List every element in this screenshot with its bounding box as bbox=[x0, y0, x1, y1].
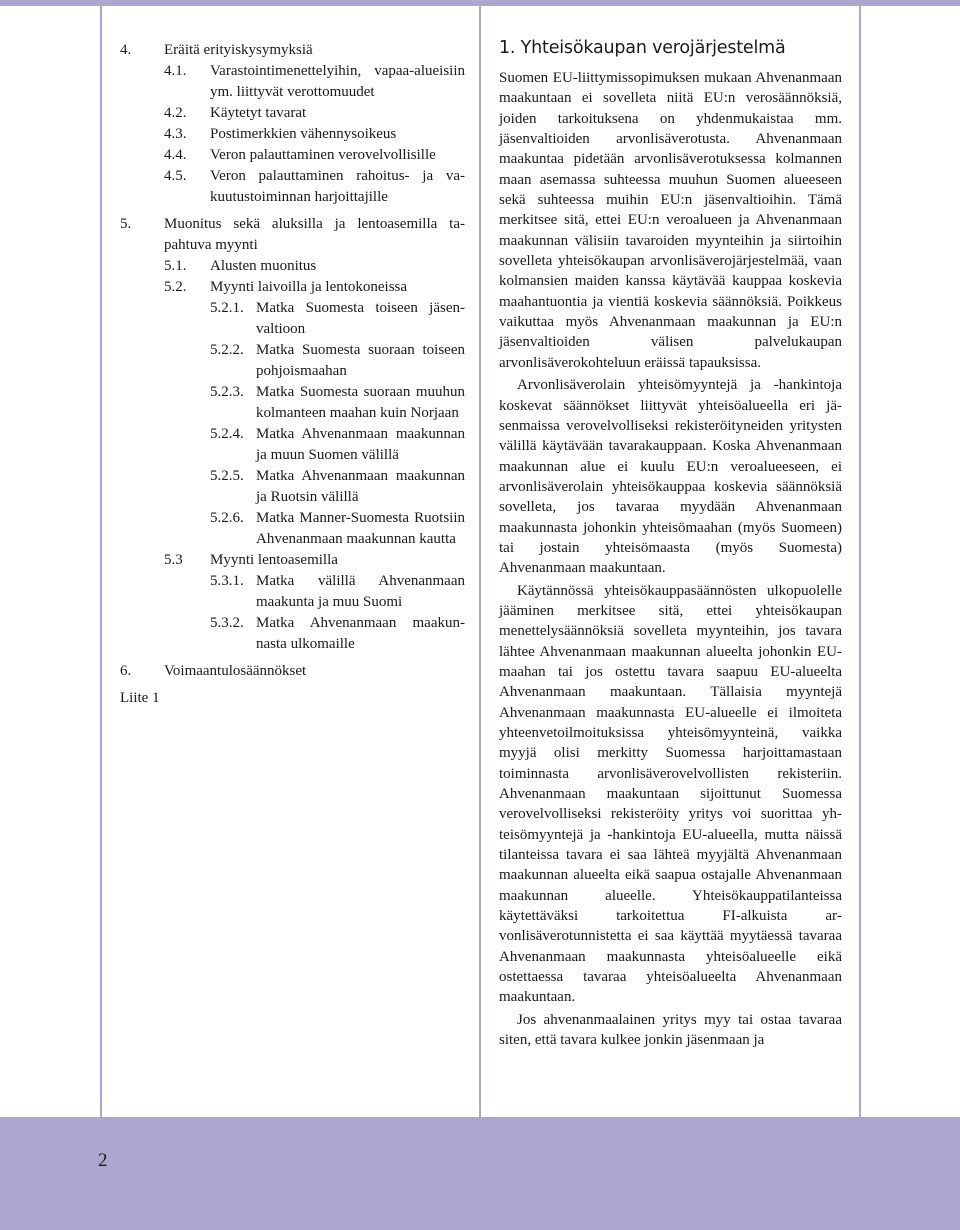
paragraph: Suomen EU-liittymissopimuksen mukaan Ahvenanmaan maakuntaan ei sovelleta niitä EU:n verosäännöksiä, joiden tarkoituksena on yhdenmukaistaa mm. jäsenvaltioiden arvonlisäverotusta. Ahvenanmaan maakuntaa pidetään arvonlisäverotuksessa kolmannen maan asemassa suhteessa muuhun Suomen alueeseen sekä suhteessa muihin EU:n jäsenvaltioihin. Tämä merkitsee sitä, ettei EU:n veroalueen ja Ahvenanmaan maakunnan välisiin tavaroiden myynteihin ja siirtoihin sovelleta yhteisökaupan arvonlisäverojärjestelmää, vaan kolmansien maiden kanssa käytävää kauppaa koskevia maahantuontia ja vientiä koskevia säännöksiä. Poikkeus vaikuttaa myös Ahvenanmaan maakunnan ja EU:n jäsenvaltioiden välisen palvelukaupan arvonlisäverokohteluun eräissä tapauksissa. bbox=[499, 70, 842, 371]
toc-entry-title: Voimaantulosäännökset bbox=[164, 663, 307, 679]
toc-entry-title: Alusten muonitus bbox=[210, 258, 317, 274]
toc-entry-title: Matka Ahvenanmaan maakunnan ja Ruotsin välillä bbox=[256, 468, 465, 505]
toc-entry bbox=[120, 508, 465, 550]
right-column-rule bbox=[859, 0, 861, 1117]
toc-entry bbox=[120, 61, 465, 103]
toc-entry-number: 4.4. bbox=[164, 147, 187, 163]
toc-entry bbox=[120, 124, 465, 145]
section-heading: 1. Yhteisökaupan verojärjestelmä bbox=[499, 38, 786, 58]
toc-entry-title: Matka Suomesta toiseen jäsenvaltioon bbox=[256, 300, 465, 337]
table-of-contents bbox=[120, 40, 465, 709]
paragraph: Jos ahvenanmaalainen yritys myy tai ostaa tavaraa siten, että tavara kulkee jonkin jäsenmaan ja bbox=[499, 1011, 842, 1049]
toc-entry-title: Eräitä erityiskysymyksiä bbox=[164, 42, 313, 58]
toc-entry bbox=[120, 214, 465, 256]
bottom-color-band bbox=[0, 1117, 960, 1230]
toc-entry-number: 4.3. bbox=[164, 126, 187, 142]
toc-entry bbox=[120, 298, 465, 340]
toc-entry-title: Muonitus sekä aluksilla ja lentoasemilla tapahtuva myynti bbox=[164, 216, 465, 253]
toc-entry-title: Postimerkkien vähennysoikeus bbox=[210, 126, 397, 142]
toc-entry-title: Matka Suomesta suoraan muuhun kolmanteen maahan kuin Norjaan bbox=[256, 384, 465, 421]
toc-entry-title: Veron palauttaminen verovelvollisille bbox=[210, 147, 436, 163]
toc-entry-number: 5.2. bbox=[164, 279, 187, 295]
toc-entry-title: Veron palauttaminen rahoitus- ja vakuutustoiminnan harjoittajille bbox=[210, 168, 465, 205]
article bbox=[499, 38, 842, 1051]
toc-entry-number: 4.2. bbox=[164, 105, 187, 121]
toc-entry-title: Myynti laivoilla ja lentokoneissa bbox=[210, 279, 408, 295]
toc-entry-title: Matka välillä Ahvenanmaan maakunta ja muu Suomi bbox=[256, 573, 465, 610]
toc-entry bbox=[120, 145, 465, 166]
toc-entry-number: 6. bbox=[120, 663, 132, 679]
toc-entry bbox=[120, 382, 465, 424]
toc-entry bbox=[120, 277, 465, 298]
toc-entry bbox=[120, 256, 465, 277]
toc-entry-number: 4.5. bbox=[164, 168, 187, 184]
toc-entry-number: 5.2.3. bbox=[210, 384, 244, 400]
toc-entry bbox=[120, 466, 465, 508]
toc-entry-number: 5.2.4. bbox=[210, 426, 244, 442]
toc-entry-title: Liite 1 bbox=[120, 690, 160, 706]
toc-entry-number: 5.2.5. bbox=[210, 468, 244, 484]
toc-entry-number: 4. bbox=[120, 42, 132, 58]
toc-entry-title: Matka Ahvenanmaan maakunnasta ulkomaille bbox=[256, 615, 465, 652]
toc-entry-title: Käytetyt tavarat bbox=[210, 105, 307, 121]
toc-entry bbox=[120, 340, 465, 382]
paragraph: Käytännössä yhteisökauppasäännösten ulkopuolelle jääminen merkitsee sitä, ettei yhteisökaupan menettelysäännöksiä sovelleta myynteihin, jos tavara lähtee Ahvenanmaan maakunnan alueelta johonkin EU-maahan tai jos ostettu tavara saapuu EU-alueelta Ahvenanmaan maakuntaan. Tällaisia myyntejä Ahvenanmaan maakunnasta EU-alueelle ei ilmoiteta yhteenvetoilmoituksissa yhteisömyynteinä, vaikka myyjä olisi merkitty Suomessa harjoittamastaan toiminnasta arvonlisäverovelvollisten rekisteriin. Ahvenanmaan maakuntaan sijoittunut Suomessa verovelvolliseksi rekisteröity yritys voi suorittaa yhteisömyyntejä ja -hankintoja EU-alueella, mutta näissä tilanteissa tavara ei saa lähteä myyjältä Ahvenanmaan maakunnan alueelta eikä saapua ostajalle Ahvenanmaan maakunnan alueelle. Yhteisökauppatilanteissa käytettäväksi tarkoitettua FI-alkuista arvonlisäverotunnistetta ei saa käyttää myytäessä tavaraa Ahvenanmaan maakunnasta yhteisöalueelle eikä ostettaessa tavaraa yhteisöalueelta Ahvenanmaan maakuntaan. bbox=[499, 582, 842, 1006]
center-column-rule bbox=[479, 0, 481, 1117]
toc-entry-number: 5.2.6. bbox=[210, 510, 244, 526]
toc-entry bbox=[120, 688, 465, 709]
toc-entry-number: 5.2.2. bbox=[210, 342, 244, 358]
toc-entry bbox=[120, 103, 465, 124]
toc-entry-title: Matka Manner-Suomesta Ruotsiin Ahvenanmaan maakunnan kautta bbox=[256, 510, 465, 547]
toc-entry-number: 5.2.1. bbox=[210, 300, 244, 316]
toc-entry bbox=[120, 40, 465, 61]
toc-entry-title: Myynti lentoasemilla bbox=[210, 552, 338, 568]
toc-entry bbox=[120, 613, 465, 655]
toc-entry-number: 5.3.2. bbox=[210, 615, 244, 631]
toc-entry-number: 5. bbox=[120, 216, 132, 232]
toc-entry-number: 4.1. bbox=[164, 63, 187, 79]
toc-entry-title: Matka Suomesta suoraan toiseen pohjoismaahan bbox=[256, 342, 465, 379]
toc-entry bbox=[120, 571, 465, 613]
toc-entry bbox=[120, 550, 465, 571]
left-column-rule bbox=[100, 0, 102, 1117]
paragraph: Arvonlisäverolain yhteisömyyntejä ja -hankintoja koskevat säännökset liittyvät yhteisöalueella eri jäsenmaissa verovelvolliseksi rekisteröityneiden yritysten välillä käytävään tavarakauppaan. Koska Ahvenanmaan maakunnan alue ei kuulu EU:n veroalueeseen, ei arvonlisäverolain yhteisökauppaa koskevia säännöksiä sovelleta, jos tavaraa myydään Ahvenanmaan maakunnasta johonkin yhteisömaahan (myös Suomeen) tai jostain yhteisömaasta (myös Suomesta) Ahvenanmaan maakuntaan. bbox=[499, 377, 842, 577]
toc-entry-number: 5.1. bbox=[164, 258, 187, 274]
toc-entry-number: 5.3 bbox=[164, 552, 183, 568]
page-number: 2 bbox=[98, 1150, 108, 1171]
toc-entry bbox=[120, 424, 465, 466]
toc-entry bbox=[120, 661, 465, 682]
toc-entry-title: Matka Ahvenanmaan maakunnan ja muun Suomen välillä bbox=[256, 426, 465, 463]
toc-entry bbox=[120, 166, 465, 208]
toc-entry-title: Varastointimenettelyihin, vapaa-alueisiin ym. liittyvät verottomuudet bbox=[210, 63, 465, 100]
toc-entry-number: 5.3.1. bbox=[210, 573, 244, 589]
